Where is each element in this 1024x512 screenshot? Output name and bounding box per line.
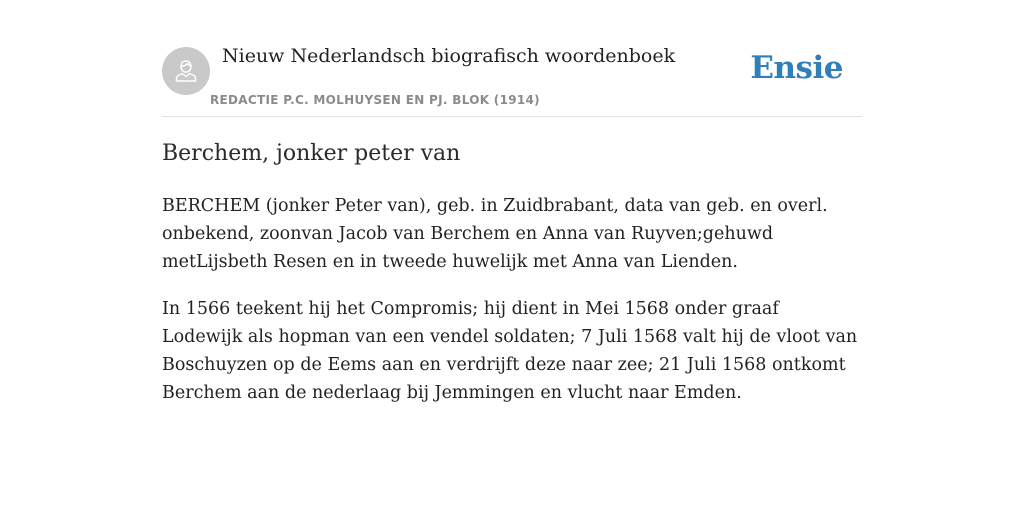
ensie-logo-link[interactable]: Ensie [750, 50, 843, 86]
user-icon [172, 57, 200, 85]
source-editors: REDACTIE P.C. MOLHUYSEN EN PJ. BLOK (1914) [210, 93, 540, 107]
avatar[interactable] [162, 47, 210, 95]
article-paragraph: BERCHEM (jonker Peter van), geb. in Zuidbrabant, data van geb. en overl. onbekend, zoonvan Jacob van Berchem en Anna van Ruyven;gehuwd metLijsbeth Resen en in tweede huwelijk met Anna van Lienden. [162, 196, 828, 272]
article-title: Berchem, jonker peter van [162, 141, 461, 166]
source-header [162, 0, 862, 117]
article [162, 138, 862, 426]
source-title[interactable]: Nieuw Nederlandsch biografisch woordenboek [222, 45, 676, 67]
article-paragraph: In 1566 teekent hij het Compromis; hij dient in Mei 1568 onder graaf Lodewijk als hopman van een vendel soldaten; 7 Juli 1568 valt hij de vloot van Boschuyzen op de Eems aan en verdrijft deze naar zee; 21 Juli 1568 ontkomt Berchem aan de nederlaag bij Jemmingen en vlucht naar Emden. [162, 299, 858, 403]
